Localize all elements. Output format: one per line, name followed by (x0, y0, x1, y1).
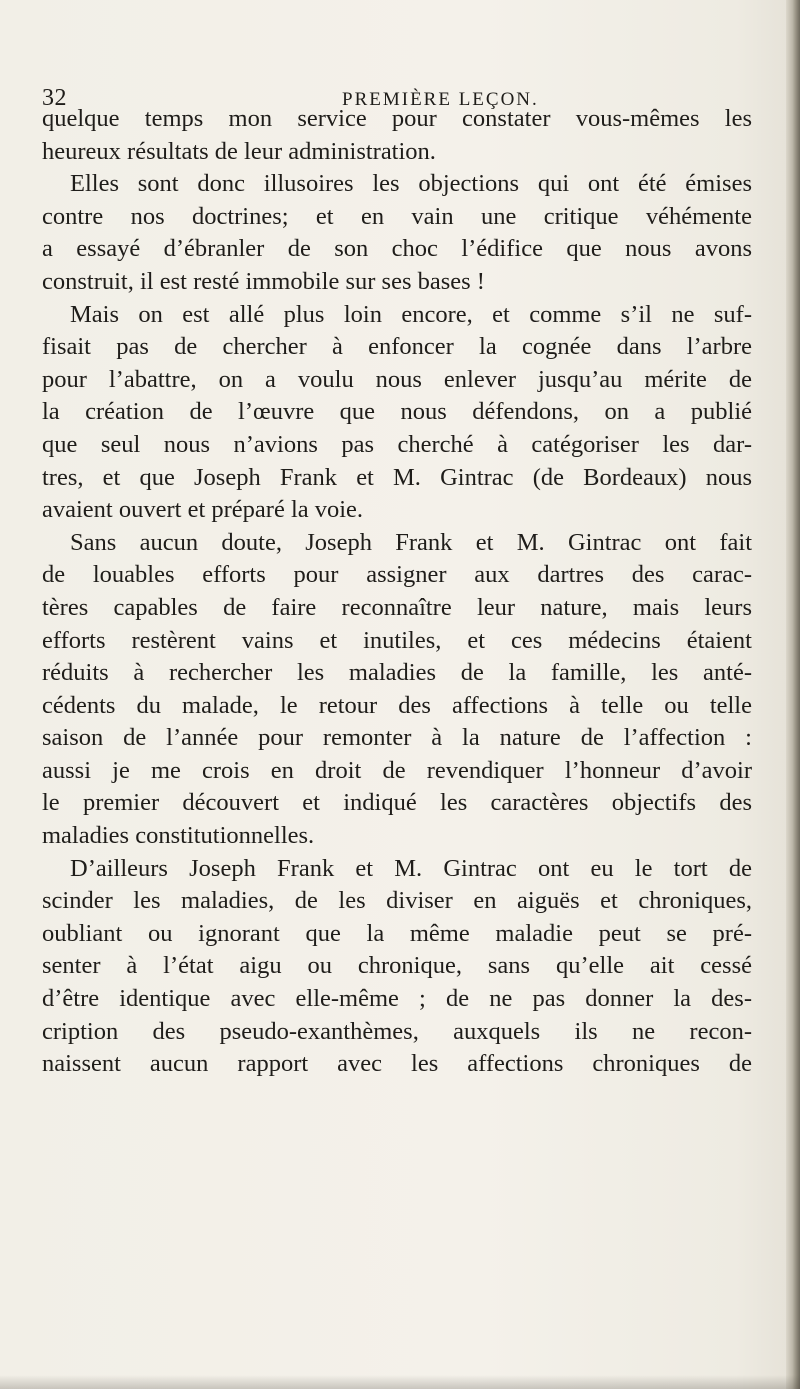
text-line: fisait pas de chercher à enfoncer la cognée dans l’arbre (42, 333, 752, 361)
text-line: aussi je me crois en droit de revendiquer l’honneur d’avoir (42, 756, 752, 784)
text-line: quelque temps mon service pour constater vous-mêmes les (42, 105, 752, 132)
running-title: PREMIÈRE LEÇON. (342, 89, 539, 110)
text-line: Sans aucun doute, Joseph Frank et M. Gintrac ont fait (70, 528, 752, 556)
text-line: Mais on est allé plus loin encore, et comme s’il ne suf- (70, 300, 752, 328)
text-line: Elles sont donc illusoires les objections qui ont été émises (70, 170, 752, 198)
text-line: efforts restèrent vains et inutiles, et ces médecins étaient (42, 626, 752, 654)
page-bottom-shadow (0, 1375, 800, 1389)
text-line: pour l’abattre, on a voulu nous enlever jusqu’au mérite de (42, 365, 752, 393)
text-line: cédents du malade, le retour des affections à telle ou telle (42, 691, 752, 719)
page-number: 32 (42, 85, 67, 111)
text-line: de louables efforts pour assigner aux dartres des carac- (42, 561, 752, 589)
body-text (42, 103, 752, 1081)
text-line: contre nos doctrines; et en vain une critique véhémente (42, 202, 752, 230)
text-line: senter à l’état aigu ou chronique, sans qu’elle ait cessé (42, 952, 752, 980)
text-line: d’être identique avec elle-même ; de ne pas donner la des- (42, 985, 752, 1013)
text-line: heureux résultats de leur administration. (42, 137, 436, 165)
text-line: le premier découvert et indiqué les caractères objectifs des (42, 789, 752, 817)
text-line: maladies constitutionnelles. (42, 822, 315, 850)
page-edge-shadow (786, 0, 800, 1389)
text-line: saison de l’année pour remonter à la nature de l’affection : (42, 724, 752, 752)
text-line: construit, il est resté immobile sur ses bases ! (42, 267, 485, 295)
text-line: que seul nous n’avions pas cherché à catégoriser les dar- (42, 430, 752, 458)
text-line: tères capables de faire reconnaître leur nature, mais leurs (42, 593, 752, 621)
text-line: cription des pseudo-exanthèmes, auxquels ils ne recon- (42, 1017, 752, 1045)
text-line: la création de l’œuvre que nous défendons, on a publié (42, 398, 752, 426)
text-line: scinder les maladies, de les diviser en aiguës et chroniques, (42, 887, 752, 915)
text-line: réduits à rechercher les maladies de la famille, les anté- (42, 659, 752, 687)
text-line: oubliant ou ignorant que la même maladie peut se pré- (42, 919, 752, 947)
text-line: a essayé d’ébranler de son choc l’édifice que nous avons (42, 235, 752, 263)
text-line: naissent aucun rapport avec les affections chroniques de (42, 1050, 752, 1078)
text-line: tres, et que Joseph Frank et M. Gintrac (de Bordeaux) nous (42, 463, 752, 491)
text-line: D’ailleurs Joseph Frank et M. Gintrac ont eu le tort de (70, 854, 752, 882)
text-line: avaient ouvert et préparé la voie. (42, 496, 364, 524)
